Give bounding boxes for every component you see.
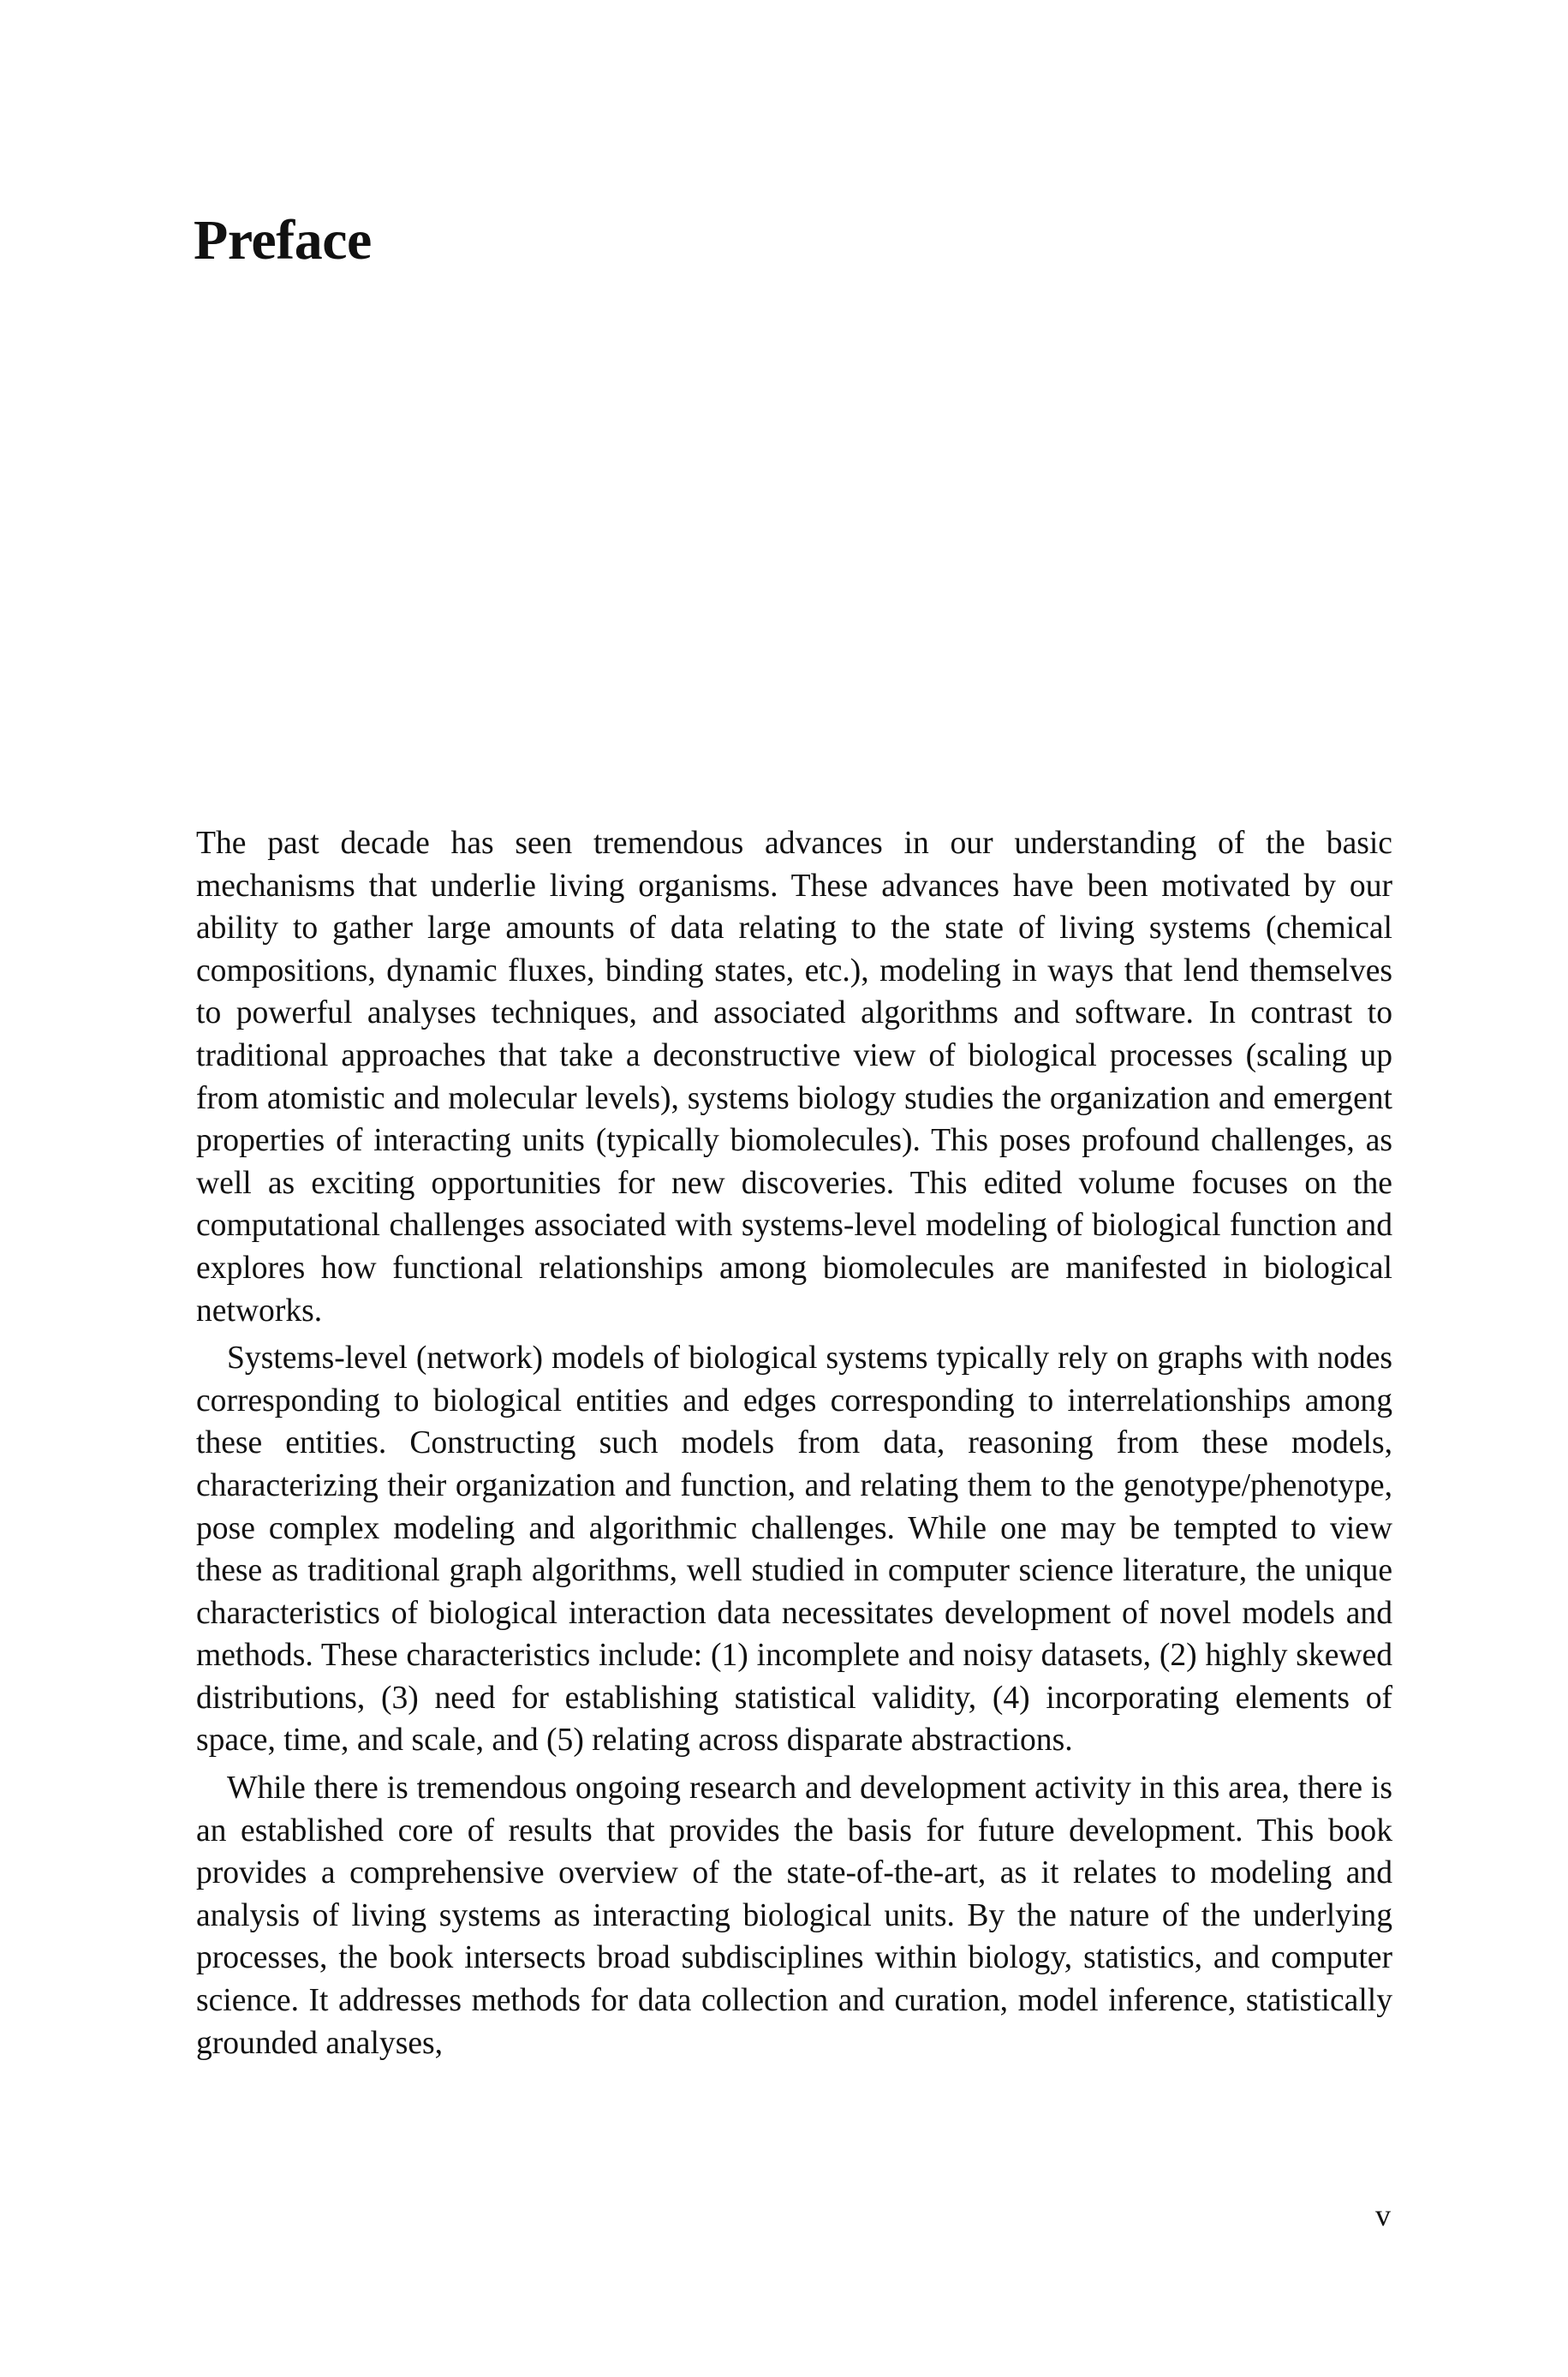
paragraph-3: While there is tremendous ongoing research and development activity in this area, there is an established core of results that provides the basis for future development. This book provides a comprehensive overview of the state-of-the-art, as it relates to modeling and analysis of living systems as interacting biological units. By the nature of the underlying processes, the book intersects broad subdisciplines within biology, statistics, and computer science. It addresses methods for data collection and curation, model inference, statistically grounded analyses, (196, 1771, 1392, 2061)
paragraph-2: Systems-level (network) models of biological systems typically rely on graphs with nodes corresponding to biological entities and edges corresponding to interrelationships among these entities. Constructing such models from data, reasoning from these models, characterizing their organization and function, and relating them to the genotype/phenotype, pose complex modeling and algorithmic challenges. While one may be tempted to view these as traditional graph algorithms, well studied in computer science literature, the unique characteristics of biological interaction data necessitates development of novel models and methods. These characteristics include: (1) incomplete and noisy datasets, (2) highly skewed distributions, (3) need for establishing statistical validity, (4) incorporating elements of space, time, and scale, and (5) relating across disparate abstractions. (196, 1341, 1392, 1759)
preface-body (196, 822, 1392, 2069)
chapter-title: Preface (194, 209, 372, 272)
paragraph-1: The past decade has seen tremendous advances in our understanding of the basic mechanisms that underlie living organisms. These advances have been motivated by our ability to gather large amounts of data relating to the state of living systems (chemical compositions, dynamic fluxes, binding states, etc.), modeling in ways that lend themselves to powerful analyses techniques, and associated algorithms and software. In contrast to traditional approaches that take a deconstructive view of biological processes (scaling up from atomistic and molecular levels), systems biology studies the organization and emergent properties of interacting units (typically biomolecules). This poses profound challenges, as well as exciting opportunities for new discoveries. This edited volume focuses on the computational challenges associated with systems-level modeling of biological function and explores how functional relationships among biomolecules are manifested in biological networks. (196, 826, 1392, 1329)
page-number: v (1375, 2198, 1391, 2232)
